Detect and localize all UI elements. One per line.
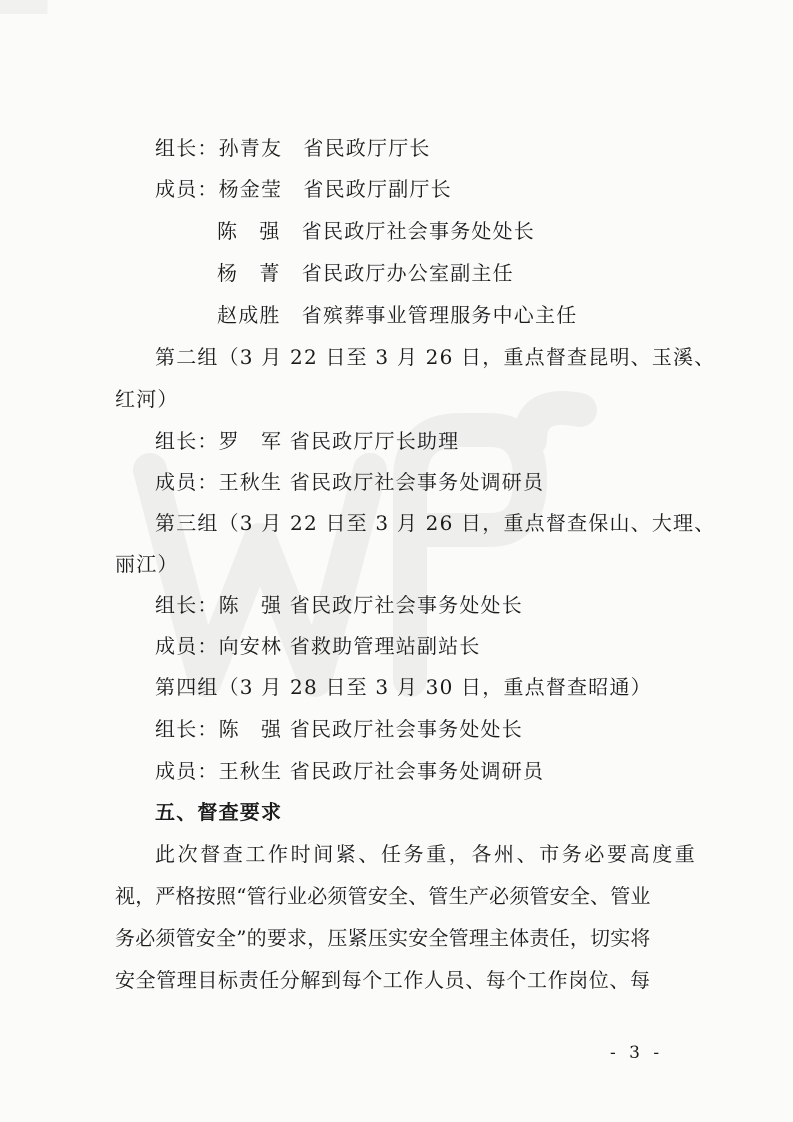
page-number: - 3 - [610,1043,664,1063]
paragraph-line-4: 安全管理目标责任分解到每个工作人员、每个工作岗位、每 [115,968,651,992]
group-2-member: 成员：王秋生 省民政厅社会事务处调研员 [155,470,545,494]
group-4-heading: 第四组（3 月 28 日至 3 月 30 日，重点督查昭通） [155,675,652,699]
group-member-2: 陈 强 省民政厅社会事务处处长 [217,219,535,243]
group-2-heading: 第二组（3 月 22 日至 3 月 26 日，重点督查昆明、玉溪、 [155,345,716,369]
group-2-heading-cont: 红河） [115,387,179,411]
paragraph-line-2: 视，严格按照“管行业必须管安全、管生产必须管安全、管业 [115,884,651,908]
group-3-heading-cont: 丽江） [115,552,179,576]
group-member-1: 成员：杨金莹 省民政厅副厅长 [155,177,452,201]
group-2-leader: 组长：罗 军 省民政厅厅长助理 [155,429,460,453]
scan-edge [0,0,793,14]
group-4-leader: 组长：陈 强 省民政厅社会事务处处长 [155,717,523,741]
group-3-member: 成员：向安林 省救助管理站副站长 [155,634,481,658]
group-leader-1: 组长：孙青友 省民政厅厅长 [155,136,431,160]
group-3-leader: 组长：陈 强 省民政厅社会事务处处长 [155,593,523,617]
group-4-member: 成员：王秋生 省民政厅社会事务处调研员 [155,759,545,783]
paragraph-line-1: 此次督查工作时间紧、任务重，各州、市务必要高度重 [155,842,698,866]
paragraph-line-3: 务必须管安全”的要求，压紧压实安全管理主体责任，切实将 [115,926,651,950]
group-3-heading: 第三组（3 月 22 日至 3 月 26 日，重点督查保山、大理、 [155,511,716,535]
section-heading: 五、督查要求 [155,800,283,824]
group-member-4: 赵成胜 省殡葬事业管理服务中心主任 [217,303,578,327]
group-member-3: 杨 菁 省民政厅办公室副主任 [217,261,514,285]
